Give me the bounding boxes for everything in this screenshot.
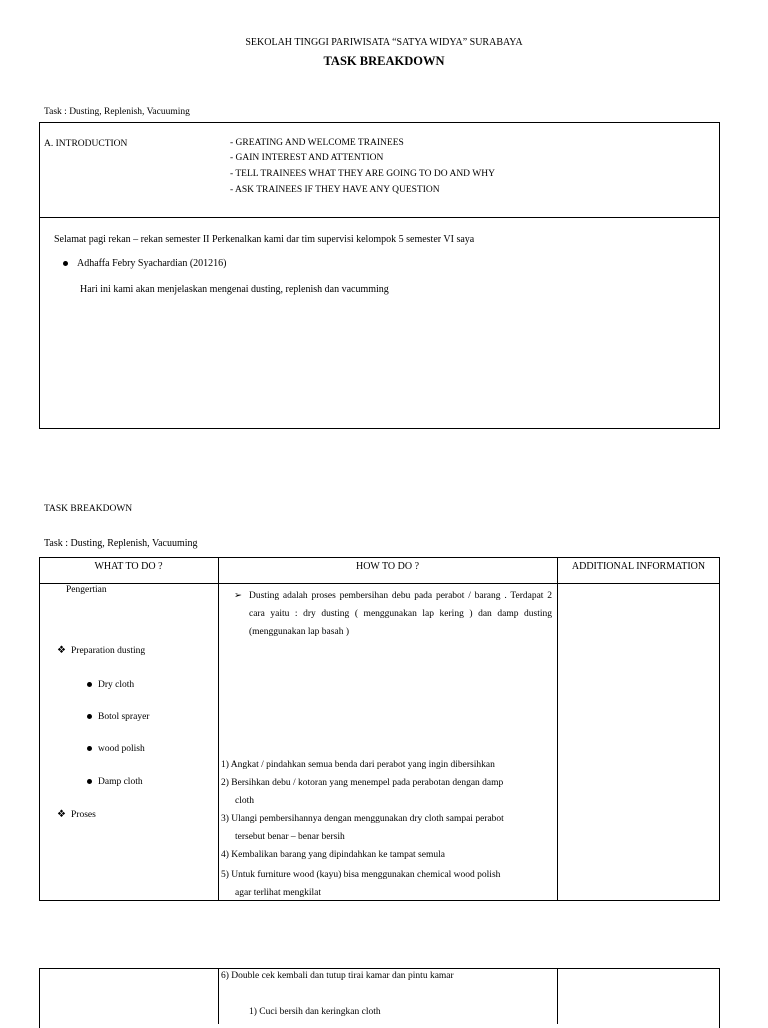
greeting-text: Selamat pagi rekan – rekan semester II Perkenalkan kami dar tim supervisi kelompok 5 semester VI saya <box>54 234 475 245</box>
bullet-icon <box>63 261 68 266</box>
process-step: 1) Cuci bersih dan keringkan cloth <box>249 1007 381 1017</box>
column-header-additional: ADDITIONAL INFORMATION <box>571 561 706 572</box>
school-name: SEKOLAH TINGGI PARIWISATA “SATYA WIDYA” SURABAYA <box>245 37 523 48</box>
bullet-icon <box>87 746 92 751</box>
column-divider <box>218 968 219 1024</box>
intro-goal: - TELL TRAINEES WHAT THEY ARE GOING TO DO AND WHY <box>230 169 495 179</box>
task-line: Task : Dusting, Replenish, Vacuuming <box>44 107 190 117</box>
process-step: 6) Double cek kembali dan tutup tirai kamar dan pintu kamar <box>221 971 454 981</box>
member-name: Adhaffa Febry Syachardian (201216) <box>77 258 227 269</box>
explanation-text: Hari ini kami akan menjelaskan mengenai dusting, replenish dan vacumming <box>80 284 389 295</box>
column-divider <box>218 557 219 901</box>
introduction-divider <box>39 217 720 218</box>
process-step: 4) Kembalikan barang yang dipindahkan ke tampat semula <box>221 850 445 860</box>
definition-text: Dusting adalah proses pembersihan debu pada perabot / barang . Terdapat 2 cara yaitu : dry dusting ( menggunakan lap kering ) dan damp dusting (menggunakan lap basah ) <box>249 591 552 637</box>
intro-goal: - GREATING AND WELCOME TRAINEES <box>230 138 404 148</box>
table-header-divider <box>39 583 720 584</box>
section-heading: TASK BREAKDOWN <box>44 504 133 514</box>
column-header-how: HOW TO DO ? <box>355 561 420 572</box>
pengertian-label: Pengertian <box>66 585 107 595</box>
column-divider <box>557 557 558 901</box>
bullet-icon <box>87 682 92 687</box>
diamond-bullet-icon: ❖ <box>57 645 66 656</box>
process-step: 3) Ulangi pembersihannya dengan menggunakan dry cloth sampai perabot <box>221 814 504 824</box>
proses-label: Proses <box>71 810 96 820</box>
list-item: Botol sprayer <box>98 712 150 722</box>
task-line: Task : Dusting, Replenish, Vacuuming <box>44 538 198 549</box>
column-header-what: WHAT TO DO ? <box>94 561 163 572</box>
arrow-bullet-icon: ➢ <box>234 591 242 601</box>
list-item: wood polish <box>98 744 145 754</box>
page-title: TASK BREAKDOWN <box>323 54 445 68</box>
diamond-bullet-icon: ❖ <box>57 809 66 820</box>
preparation-label: Preparation dusting <box>71 646 146 656</box>
process-step: 2) Bersihkan debu / kotoran yang menempel pada perabotan dengan damp <box>221 778 504 788</box>
process-step: agar terlihat mengkilat <box>235 888 321 898</box>
process-step: 1) Angkat / pindahkan semua benda dari perabot yang ingin dibersihkan <box>221 760 495 770</box>
list-item: Dry cloth <box>98 680 135 690</box>
column-divider <box>557 968 558 1024</box>
process-step: 5) Untuk furniture wood (kayu) bisa menggunakan chemical wood polish <box>221 870 501 880</box>
process-step: tersebut benar – benar bersih <box>235 832 345 842</box>
bullet-icon <box>87 779 92 784</box>
intro-goal: - GAIN INTEREST AND ATTENTION <box>230 153 384 163</box>
list-item: Damp cloth <box>98 777 143 787</box>
introduction-label: A. INTRODUCTION <box>44 139 128 149</box>
intro-goal: - ASK TRAINEES IF THEY HAVE ANY QUESTION <box>230 185 440 195</box>
process-step: cloth <box>235 796 254 806</box>
bullet-icon <box>87 714 92 719</box>
